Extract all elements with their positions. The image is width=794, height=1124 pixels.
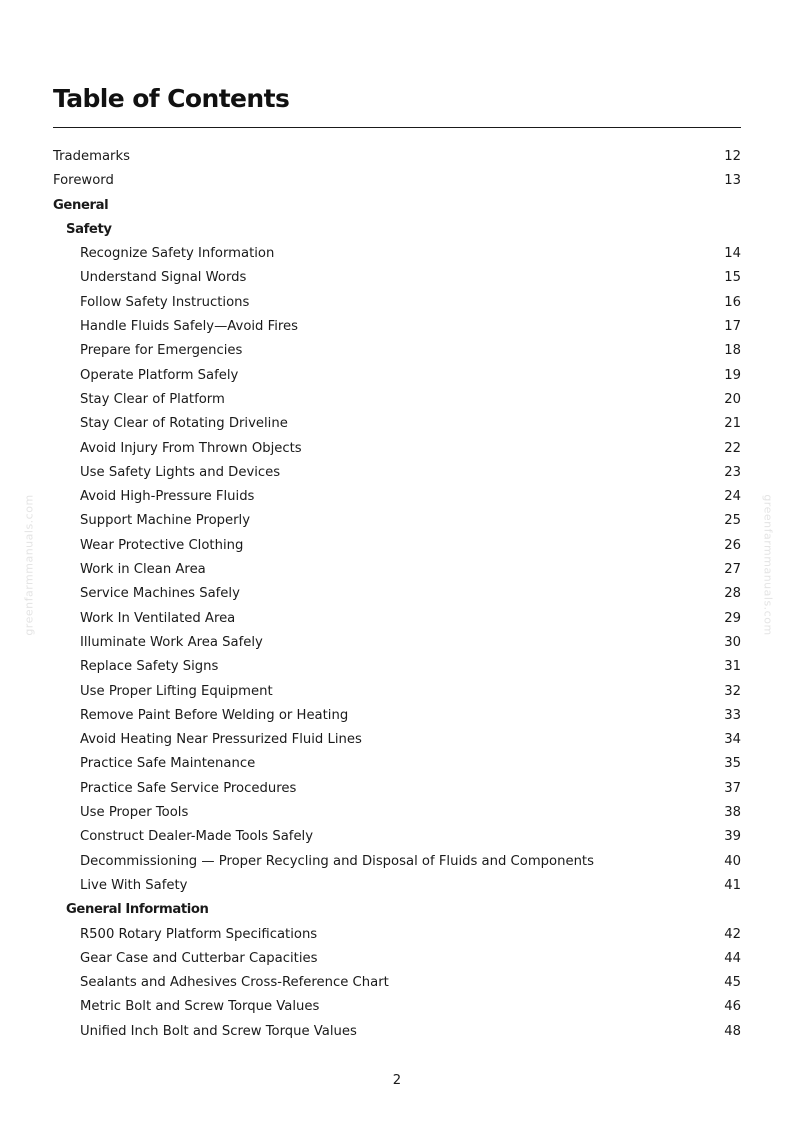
toc-entry-page: 29 <box>724 610 741 626</box>
toc-entry-label: General <box>53 197 109 213</box>
toc-entry-label: Work In Ventilated Area <box>80 610 236 626</box>
toc-entry[interactable] <box>53 364 741 388</box>
toc-entry-page: 45 <box>724 975 741 991</box>
toc-entry-label: Follow Safety Instructions <box>80 294 250 310</box>
toc-entry-label: Use Proper Lifting Equipment <box>80 683 273 699</box>
toc-entry[interactable] <box>53 412 741 436</box>
toc-entry[interactable] <box>53 242 741 266</box>
toc-entry-label: Practice Safe Maintenance <box>80 756 256 772</box>
toc-entry-label: Replace Safety Signs <box>80 659 219 675</box>
toc-entry-label: Prepare for Emergencies <box>80 343 243 359</box>
toc-entry[interactable] <box>53 339 741 363</box>
toc-entry[interactable] <box>53 534 741 558</box>
toc-entry-page: 13 <box>724 173 741 189</box>
toc-entry-page: 23 <box>724 464 741 480</box>
toc-entry[interactable] <box>53 582 741 606</box>
toc-entry[interactable] <box>53 825 741 849</box>
toc-entry[interactable] <box>53 704 741 728</box>
toc-entry-label: Operate Platform Safely <box>80 367 239 383</box>
toc-entry-page: 41 <box>724 877 741 893</box>
toc-entry-page: 15 <box>724 270 741 286</box>
toc-entry[interactable] <box>53 947 741 971</box>
toc-entry-page: 19 <box>724 367 741 383</box>
toc-entry-label: Stay Clear of Platform <box>80 391 225 407</box>
toc-entry-page: 20 <box>724 391 741 407</box>
toc-entry-page: 28 <box>724 586 741 602</box>
toc-entry-label: Service Machines Safely <box>80 586 240 602</box>
watermark-right: greenfarmmanuals.com <box>761 494 775 636</box>
toc-entry-page: 16 <box>724 294 741 310</box>
toc-entry-label: R500 Rotary Platform Specifications <box>80 926 318 942</box>
toc-entry-page: 31 <box>724 659 741 675</box>
toc-entry-page: 21 <box>724 416 741 432</box>
toc-entry-page: 24 <box>724 489 741 505</box>
toc-entry-label: Wear Protective Clothing <box>80 537 244 553</box>
toc-entry-page: 25 <box>724 513 741 529</box>
toc-entry[interactable] <box>53 777 741 801</box>
toc-entry[interactable] <box>53 923 741 947</box>
toc-entry-page: 35 <box>724 756 741 772</box>
toc-entry-label: Practice Safe Service Procedures <box>80 780 297 796</box>
toc-entry[interactable] <box>53 1020 741 1044</box>
toc-entry-page: 30 <box>724 634 741 650</box>
toc-entry-label: General Information <box>66 902 209 918</box>
toc-entry-label: Recognize Safety Information <box>80 246 275 262</box>
page-title: Table of Contents <box>53 84 290 113</box>
toc-entry-page: 32 <box>724 683 741 699</box>
toc-entry-label: Gear Case and Cutterbar Capacities <box>80 950 318 966</box>
toc-entry[interactable] <box>53 558 741 582</box>
toc-entry-label: Live With Safety <box>80 877 188 893</box>
toc-heading <box>53 898 741 922</box>
toc-entry-label: Stay Clear of Rotating Driveline <box>80 416 288 432</box>
toc-entry-page: 14 <box>724 246 741 262</box>
toc-heading <box>53 194 741 218</box>
toc-entry-label: Foreword <box>53 173 114 189</box>
toc-entry-label: Avoid Heating Near Pressurized Fluid Lines <box>80 732 362 748</box>
toc-entry-label: Handle Fluids Safely—Avoid Fires <box>80 319 299 335</box>
toc-entry-label: Unified Inch Bolt and Screw Torque Values <box>80 1023 357 1039</box>
toc-entry-label: Remove Paint Before Welding or Heating <box>80 707 349 723</box>
toc-entry-page: 27 <box>724 562 741 578</box>
toc-entry[interactable] <box>53 874 741 898</box>
toc-entry-page: 38 <box>724 805 741 821</box>
toc-entry[interactable] <box>53 291 741 315</box>
toc-entry[interactable] <box>53 631 741 655</box>
toc-entry-label: Illuminate Work Area Safely <box>80 634 263 650</box>
toc-entry-page: 40 <box>724 853 741 869</box>
toc-entry-page: 12 <box>724 149 741 164</box>
title-divider <box>53 127 741 128</box>
toc-entry-page: 17 <box>724 319 741 335</box>
toc-entry[interactable] <box>53 388 741 412</box>
toc-entry-label: Use Safety Lights and Devices <box>80 464 281 480</box>
toc-entry[interactable] <box>53 995 741 1019</box>
toc-entry[interactable] <box>53 607 741 631</box>
toc-entry-label: Support Machine Properly <box>80 513 251 529</box>
toc-entry-page: 44 <box>724 950 741 966</box>
toc-entry-page: 46 <box>724 999 741 1015</box>
toc-heading <box>53 218 741 242</box>
toc-entry-page: 37 <box>724 780 741 796</box>
toc-entry[interactable] <box>53 145 741 169</box>
toc-entry[interactable] <box>53 509 741 533</box>
toc-entry-label: Use Proper Tools <box>80 805 189 821</box>
toc-entry-page: 22 <box>724 440 741 456</box>
toc-entry-label: Avoid Injury From Thrown Objects <box>80 440 302 456</box>
toc-entry-label: Construct Dealer-Made Tools Safely <box>80 829 314 845</box>
toc-entry-page: 42 <box>724 926 741 942</box>
toc-entry[interactable] <box>53 801 741 825</box>
toc-entry-label: Trademarks <box>53 149 130 164</box>
toc-entry[interactable] <box>53 752 741 776</box>
watermark-left: greenfarmmanuals.com <box>22 494 36 636</box>
toc-entry-label: Understand Signal Words <box>80 270 247 286</box>
toc-entry-label: Decommissioning — Proper Recycling and Disposal of Fluids and Components <box>80 853 594 869</box>
toc-entry[interactable] <box>53 728 741 752</box>
toc-entry-label: Safety <box>66 221 112 237</box>
toc-entry-page: 18 <box>724 343 741 359</box>
toc-entry[interactable] <box>53 655 741 679</box>
toc-list <box>53 145 741 1044</box>
toc-entry[interactable] <box>53 850 741 874</box>
toc-entry-page: 48 <box>724 1023 741 1039</box>
toc-entry[interactable] <box>53 461 741 485</box>
toc-entry[interactable] <box>53 971 741 995</box>
toc-entry-page: 33 <box>724 707 741 723</box>
toc-entry-page: 39 <box>724 829 741 845</box>
toc-entry[interactable] <box>53 169 741 193</box>
toc-entry-label: Sealants and Adhesives Cross-Reference Chart <box>80 975 389 991</box>
page-number: 2 <box>392 1073 402 1088</box>
toc-entry-label: Work in Clean Area <box>80 562 206 578</box>
toc-entry[interactable] <box>53 485 741 509</box>
toc-entry[interactable] <box>53 315 741 339</box>
toc-entry-label: Metric Bolt and Screw Torque Values <box>80 999 320 1015</box>
toc-entry-label: Avoid High-Pressure Fluids <box>80 489 255 505</box>
toc-entry[interactable] <box>53 437 741 461</box>
toc-entry-page: 26 <box>724 537 741 553</box>
toc-entry[interactable] <box>53 680 741 704</box>
toc-entry-page: 34 <box>724 732 741 748</box>
toc-entry[interactable] <box>53 266 741 290</box>
